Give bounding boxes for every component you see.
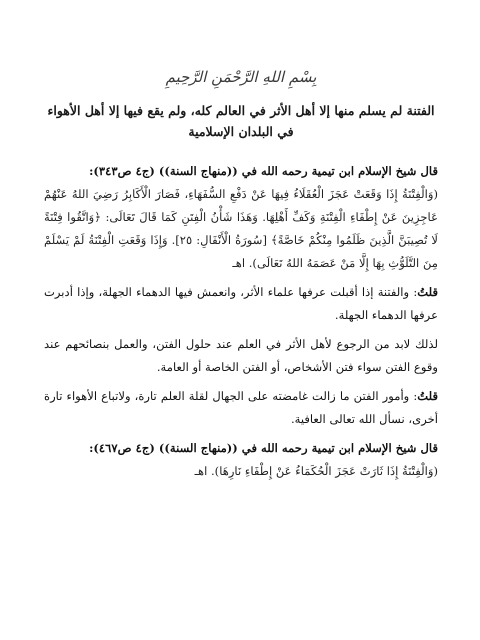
block2-paragraph	[44, 437, 438, 483]
block1-quote: (وَالْفِتْنَةُ إِذَا وَقَعَتْ عَجَزَ الْعُقَلَاءُ فِيهَا عَنْ دَفْعِ السُّفَهَاءِ، فَصَارَ الْأَكَابِرُ رَضِيَ اللهُ عَنْهُمْ عَاجِزِينَ عَنْ إِطْفَاءِ الْفِتْنَةِ وَكَفِّ أَهْلِهَا. وَهَذَا شَأْنُ الْفِتَنِ كَمَا قَالَ تَعَالَى: ﴿وَاتَّقُوا فِتْنَةً لَا تُصِيبَنَّ الَّذِينَ ظَلَمُوا مِنْكُمْ خَاصَّةً﴾ [سُورَةُ الْأَنْفَالِ: ٢٥]. وَإِذَا وَقَعَتِ الْفِتْنَةُ لَمْ يَسْلَمْ مِنَ التَّلَوُّثِ بِهَا إِلَّا مَنْ عَصَمَهُ اللهُ تَعَالَى). اهـ	[44, 187, 438, 270]
page-title: الفتنة لم يسلم منها إلا أهل الأثر في العالم كله، ولم يقع فيها إلا أهل الأهواء في البلدان الإسلامية	[47, 103, 435, 139]
note2-text: : وأمور الفتن ما زالت غامضته على الجهال لقلة العلم تارة، ولاتباع الأهواء تارة أخرى، نسأل الله تعالى العافية.	[44, 389, 438, 426]
block1-heading: قال شيخ الإسلام ابن تيمية رحمه الله في ((منهاج السنة)) (ج٤ ص٣٤٣):	[89, 164, 438, 178]
note1-paragraph	[44, 281, 438, 327]
basmala: بِسْمِ اللهِ الرَّحْمَنِ الرَّحِيمِ	[165, 68, 317, 86]
note1-text: : والفتنة إذا أقبلت عرفها علماء الأثر، وانعمش فيها الدهماء الجهلة، وإذا أدبرت عرفها الدهماء الجهلة.	[44, 285, 438, 322]
block1-paragraph	[44, 160, 438, 275]
block2-quote: (وَالْفِتْنَةُ إِذَا ثَارَتْ عَجَزَ الْحُكَمَاءُ عَنْ إِطْفَاءِ نَارِهَا). اهـ	[194, 464, 438, 478]
para2: لذلك لابد من الرجوع لأهل الأثر في العلم عند حلول الفتن، والعمل بنصائحهم عند وقوع الفتن سواء فتن الأشخاص، أو الفتن الخاصة أو العامة.	[44, 337, 438, 374]
note2-label: قلتُ	[417, 389, 438, 403]
note2-paragraph	[44, 385, 438, 431]
content-body	[44, 160, 438, 483]
block2-heading: قال شيخ الإسلام ابن تيمية رحمه الله في ((منهاج السنة)) (ج٤ ص٤٦٧):	[89, 441, 438, 455]
note1-label: قلتُ	[417, 285, 438, 299]
